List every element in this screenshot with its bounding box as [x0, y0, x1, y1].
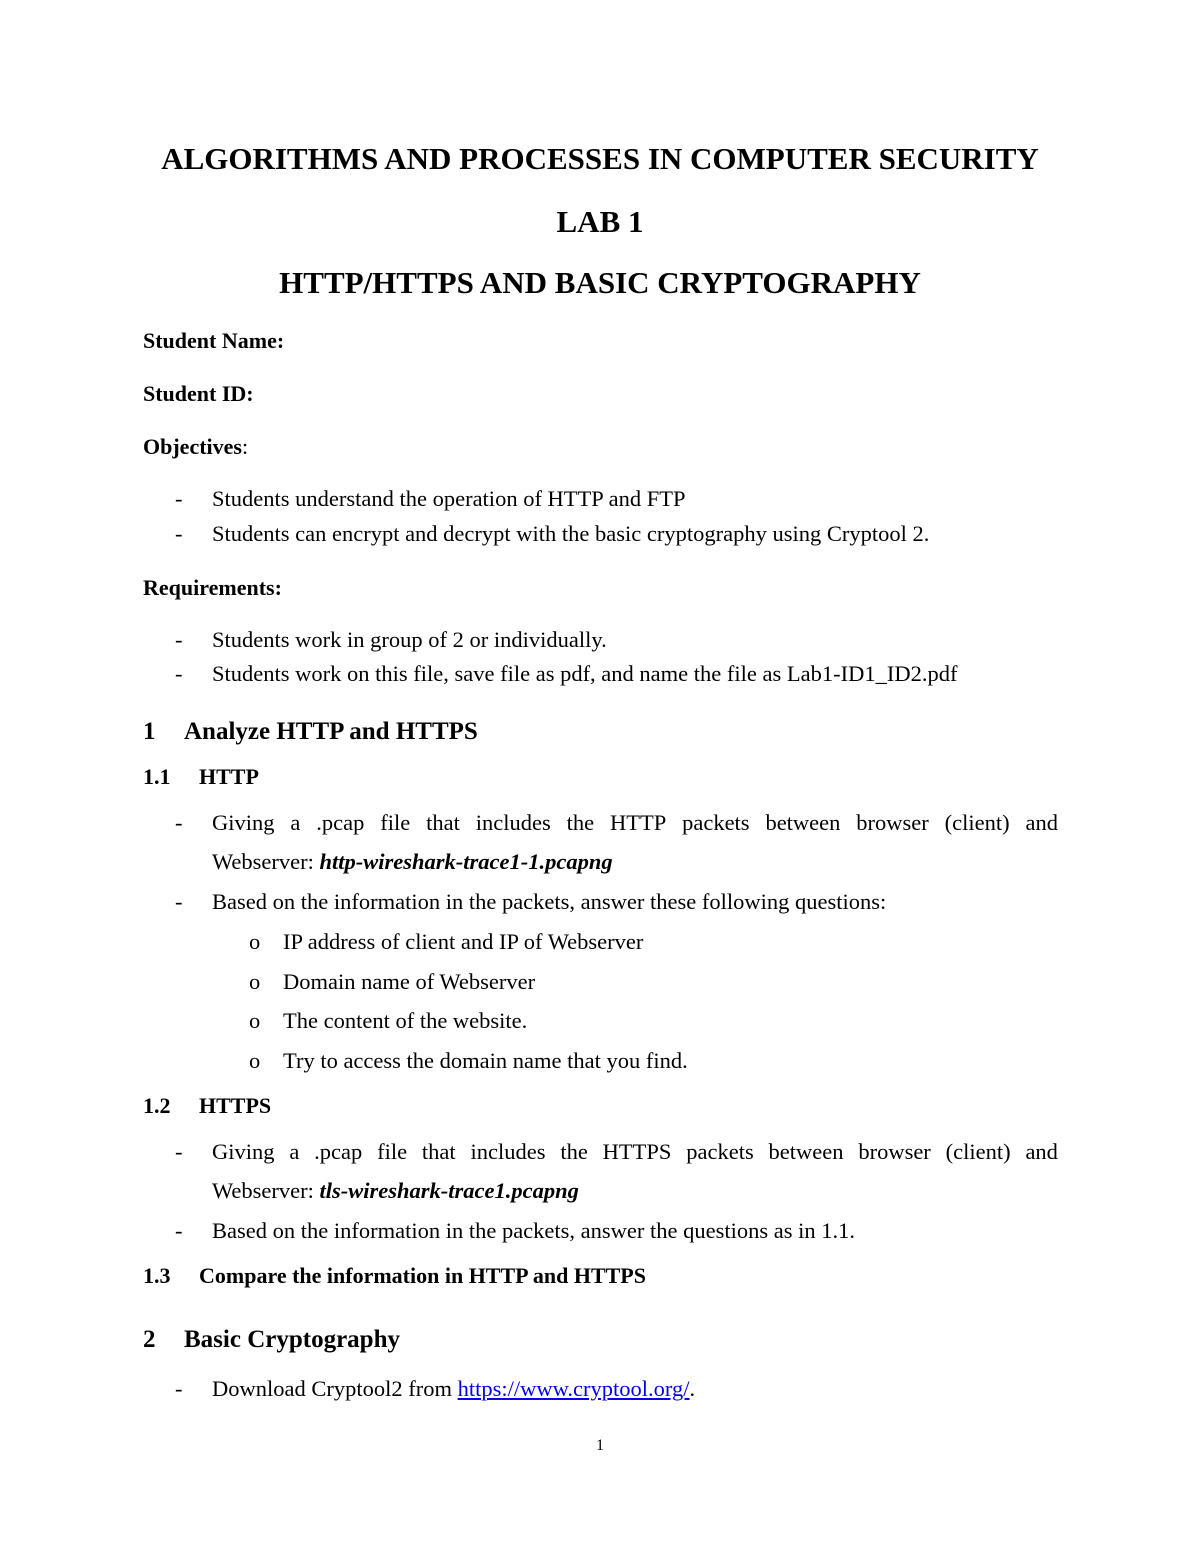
word: (client) [945, 1139, 1011, 1164]
objectives-label: Objectives [143, 434, 242, 459]
http-bullet-1-line1 [212, 810, 1058, 836]
student-id-label: Student ID: [143, 381, 254, 406]
lab-title: LAB 1 [556, 204, 644, 239]
cryptool-bullet-text [212, 1376, 695, 1402]
dash-bullet: - [175, 486, 183, 511]
word: file [377, 1139, 408, 1164]
page-number: 1 [596, 1437, 604, 1454]
word: browser [856, 810, 929, 835]
question-text: IP address of client and IP of Webserver [283, 929, 644, 954]
webserver-prefix: Webserver: [212, 1178, 320, 1203]
cryptool-link[interactable]: https://www.cryptool.org/ [457, 1376, 690, 1401]
section1-1-title: HTTP [199, 764, 259, 789]
word: the [560, 1139, 588, 1164]
dash-bullet: - [175, 1376, 183, 1401]
student-name-label: Student Name: [143, 328, 285, 353]
objective-text: Students can encrypt and decrypt with the basic cryptography using Cryptool 2. [212, 521, 930, 546]
word: HTTPS [602, 1139, 672, 1164]
dash-bullet: - [175, 627, 183, 652]
section1-2-number: 1.2 [143, 1093, 171, 1118]
word: packets [682, 810, 750, 835]
requirement-text: Students work on this file, save file as pdf, and name the file as Lab1-ID1_ID2.pdf [212, 661, 958, 686]
http-trace-filename: http-wireshark-trace1-1.pcapng [319, 849, 613, 874]
dash-bullet: - [175, 1218, 183, 1243]
download-prefix: Download Cryptool2 from [212, 1376, 458, 1401]
tls-trace-filename: tls-wireshark-trace1.pcapng [319, 1178, 579, 1203]
word: browser [858, 1139, 931, 1164]
question-text: The content of the website. [283, 1008, 528, 1033]
period: . [689, 1376, 696, 1401]
objectives-colon: : [241, 434, 249, 459]
section1-title: Analyze HTTP and HTTPS [184, 718, 478, 745]
dash-bullet: - [175, 661, 183, 686]
word: (client) [944, 810, 1010, 835]
word: includes [470, 1139, 546, 1164]
dash-bullet: - [175, 1139, 183, 1164]
objectives-heading [143, 434, 248, 460]
word: and [1025, 1139, 1058, 1164]
circle-bullet: o [249, 1048, 261, 1073]
word: Giving [212, 1139, 275, 1164]
dash-bullet: - [175, 810, 183, 835]
word: includes [475, 810, 551, 835]
word: and [1025, 810, 1058, 835]
section2-title: Basic Cryptography [184, 1326, 400, 1353]
http-bullet-1-line2 [212, 849, 613, 875]
circle-bullet: o [249, 969, 261, 994]
section1-3-title: Compare the information in HTTP and HTTPS [199, 1263, 646, 1288]
circle-bullet: o [249, 1008, 261, 1033]
word: Giving [212, 810, 275, 835]
circle-bullet: o [249, 929, 261, 954]
lab-subtitle: HTTP/HTTPS AND BASIC CRYPTOGRAPHY [279, 265, 921, 300]
word: packets [686, 1139, 754, 1164]
word: .pcap [314, 1139, 363, 1164]
https-bullet-1-line1 [212, 1139, 1058, 1165]
https-bullet-1-line2 [212, 1178, 579, 1204]
word: a [289, 1139, 300, 1164]
section2-number: 2 [143, 1326, 156, 1353]
objective-text: Students understand the operation of HTTP and FTP [212, 486, 686, 511]
question-text: Try to access the domain name that you find. [283, 1048, 688, 1073]
word: that [426, 810, 460, 835]
word: file [380, 810, 411, 835]
dash-bullet: - [175, 521, 183, 546]
word: the [566, 810, 595, 835]
word: that [421, 1139, 456, 1164]
word: .pcap [316, 810, 365, 835]
question-text: Domain name of Webserver [283, 969, 536, 994]
http-bullet-2-text: Based on the information in the packets, answer these following questions: [212, 889, 887, 914]
section1-2-title: HTTPS [199, 1093, 272, 1118]
course-title: ALGORITHMS AND PROCESSES IN COMPUTER SECURITY [161, 141, 1039, 176]
section1-3-number: 1.3 [143, 1263, 171, 1288]
webserver-prefix: Webserver: [212, 849, 320, 874]
section1-1-number: 1.1 [143, 764, 171, 789]
dash-bullet: - [175, 889, 183, 914]
word: between [765, 810, 841, 835]
requirement-text: Students work in group of 2 or individually. [212, 627, 607, 652]
word: between [768, 1139, 844, 1164]
requirements-label: Requirements: [143, 575, 282, 600]
word: HTTP [609, 810, 667, 835]
https-bullet-2-text: Based on the information in the packets, answer the questions as in 1.1. [212, 1218, 855, 1243]
word: a [290, 810, 301, 835]
section1-number: 1 [143, 718, 156, 745]
